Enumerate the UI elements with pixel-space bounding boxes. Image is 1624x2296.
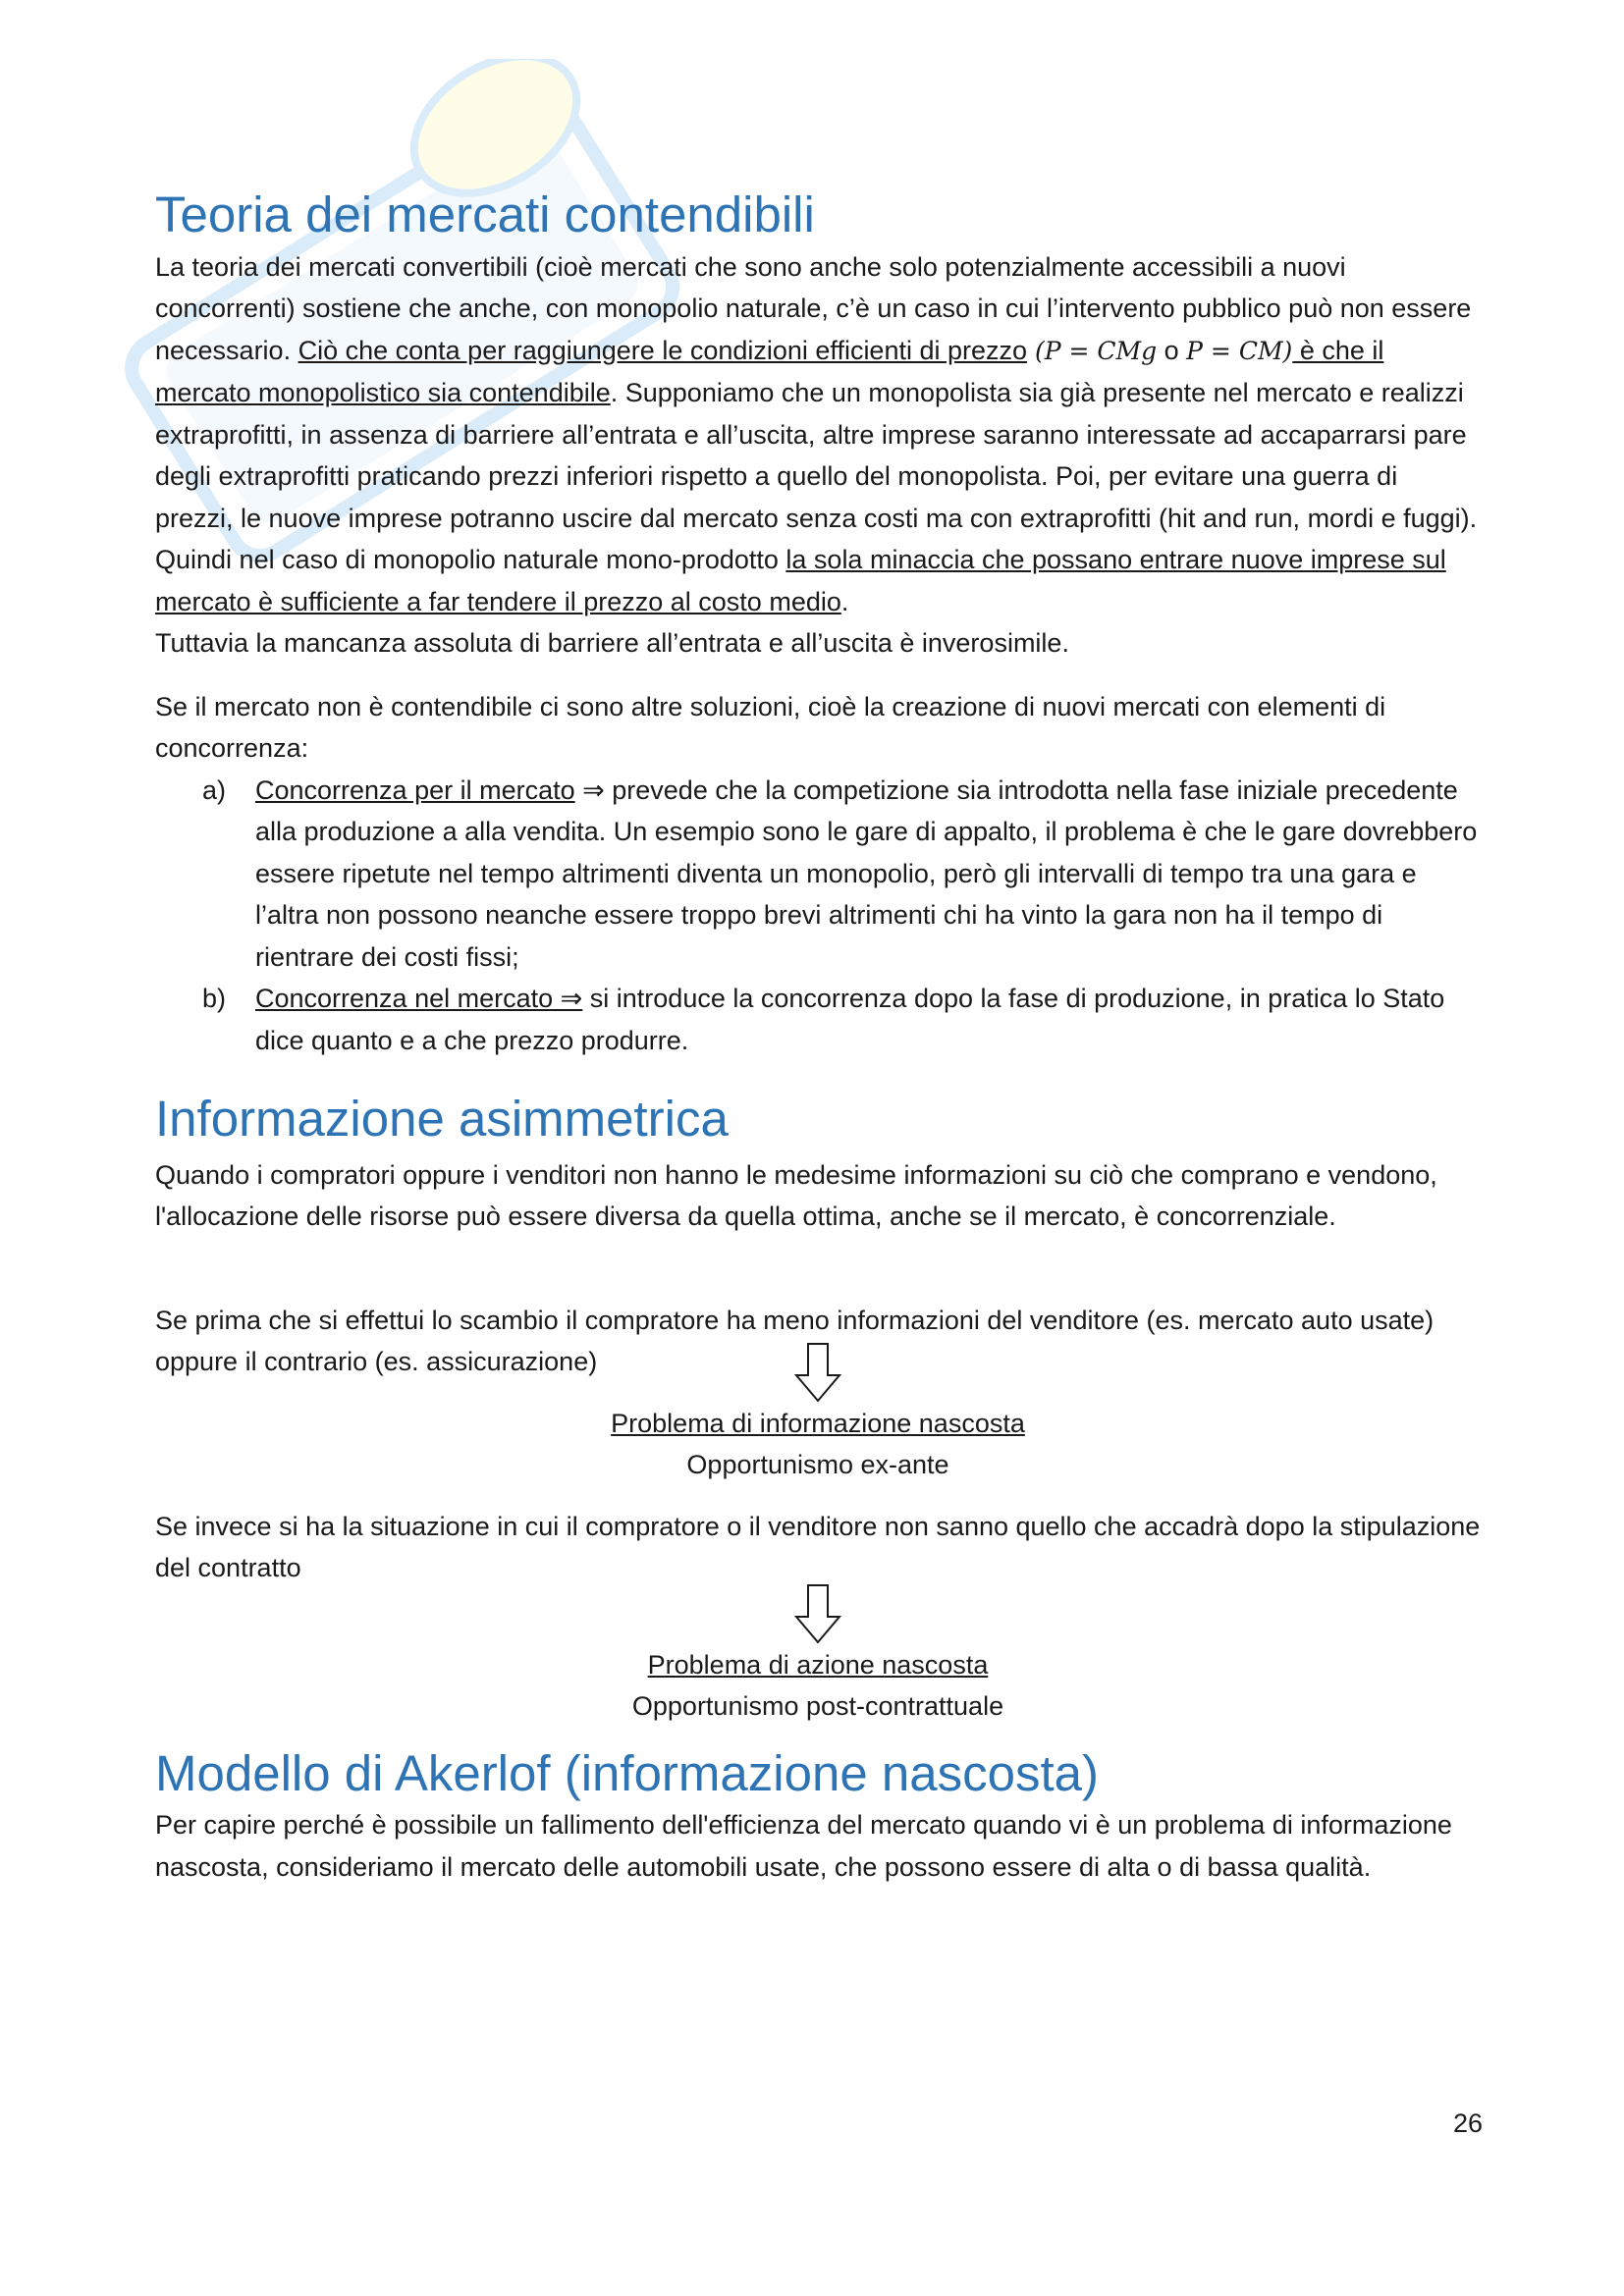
page-content xyxy=(155,187,1481,1888)
paragraph: Se il mercato non è contendibile ci sono altre soluzioni, cioè la creazione di nuovi mercati con elementi di concorrenza: xyxy=(155,691,1386,764)
paragraph: La teoria dei mercati convertibili (cioè mercati che sono anche solo potenzialmente accessibili a nuovi concorrenti) sostiene che anche, con monopolio naturale, c’è un caso in cui l’intervento pubblico può non essere necessario. Ciò che conta per raggiungere le condizioni efficienti di prezzo (P = CMg o P = CM) è che il mercato monopolistico sia contendibile. Supponiamo che un monopolista sia già presente nel mercato e realizzi extraprofitti, in assenza di barriere all’entrata e all’uscita, altre imprese saranno interessate ad accaparrarsi pare degli extraprofitti praticando prezzi inferiori rispetto a quello del monopolista. Poi, per evitare una guerra di prezzi, le nuove imprese potranno uscire dal mercato senza costi ma con extraprofitti (hit and run, mordi e fuggi). Quindi nel caso di monopolio naturale mono-prodotto la sola minaccia che possano entrare nuove imprese sul mercato è sufficiente a far tendere il prezzo al costo medio. xyxy=(155,251,1478,616)
paragraph: Tuttavia la mancanza assoluta di barriere all’entrata e all’uscita è inverosimile. xyxy=(155,628,1069,659)
result-sublabel: Opportunismo ex-ante xyxy=(686,1450,949,1480)
result-label: Problema di informazione nascosta xyxy=(611,1408,1025,1438)
down-arrow-icon xyxy=(793,1342,842,1403)
result-sublabel: Opportunismo post-contrattuale xyxy=(631,1691,1004,1722)
result-label: Problema di azione nascosta xyxy=(647,1649,989,1680)
concorrenza-list xyxy=(155,770,1481,1062)
section-title-akerlof: Modello di Akerlof (informazione nascosta) xyxy=(155,1744,1099,1801)
page-number: 26 xyxy=(1452,2109,1483,2138)
paragraph: Per capire perché è possibile un fallimento dell'efficienza del mercato quando vi è un problema di informazione nascosta, consideriamo il mercato delle automobili usate, che possono essere di alta o di bassa qualità. xyxy=(155,1810,1452,1882)
section-title-mercati-contendibili: Teoria dei mercati contendibili xyxy=(155,187,815,242)
list-item: a) Concorrenza per il mercato ⇒ prevede che la competizione sia introdotta nella fase iniziale precedente alla produzione a alla vendita. Un esempio sono le gare di appalto, il problema è che le gare dovrebbero essere ripetute nel tempo altrimenti diventa un monopolio, però gli intervalli di tempo tra una gara e l’altra non possono neanche essere troppo brevi altrimenti chi ha vinto la gara non ha il tempo di rientrare dei costi fissi; xyxy=(202,774,1478,972)
down-arrow-icon xyxy=(793,1583,842,1644)
paragraph: Quando i compratori oppure i venditori non hanno le medesime informazioni su ciò che comprano e vendono, l'allocazione delle risorse può essere diversa da quella ottima, anche se il mercato, è concorrenziale. xyxy=(155,1159,1437,1232)
list-item: b) Concorrenza nel mercato ⇒ si introduce la concorrenza dopo la fase di produzione, in pratica lo Stato dice quanto e a che prezzo produrre. xyxy=(202,984,1445,1055)
section-title-informazione-asimmetrica: Informazione asimmetrica xyxy=(155,1091,729,1148)
paragraph: Se invece si ha la situazione in cui il compratore o il venditore non sanno quello che accadrà dopo la stipulazione del contratto xyxy=(155,1511,1481,1583)
paragraph: Se prima che si effettui lo scambio il compratore ha meno informazioni del venditore (es. mercato auto usate) oppure il contrario (es. assicurazione) xyxy=(155,1305,1435,1377)
